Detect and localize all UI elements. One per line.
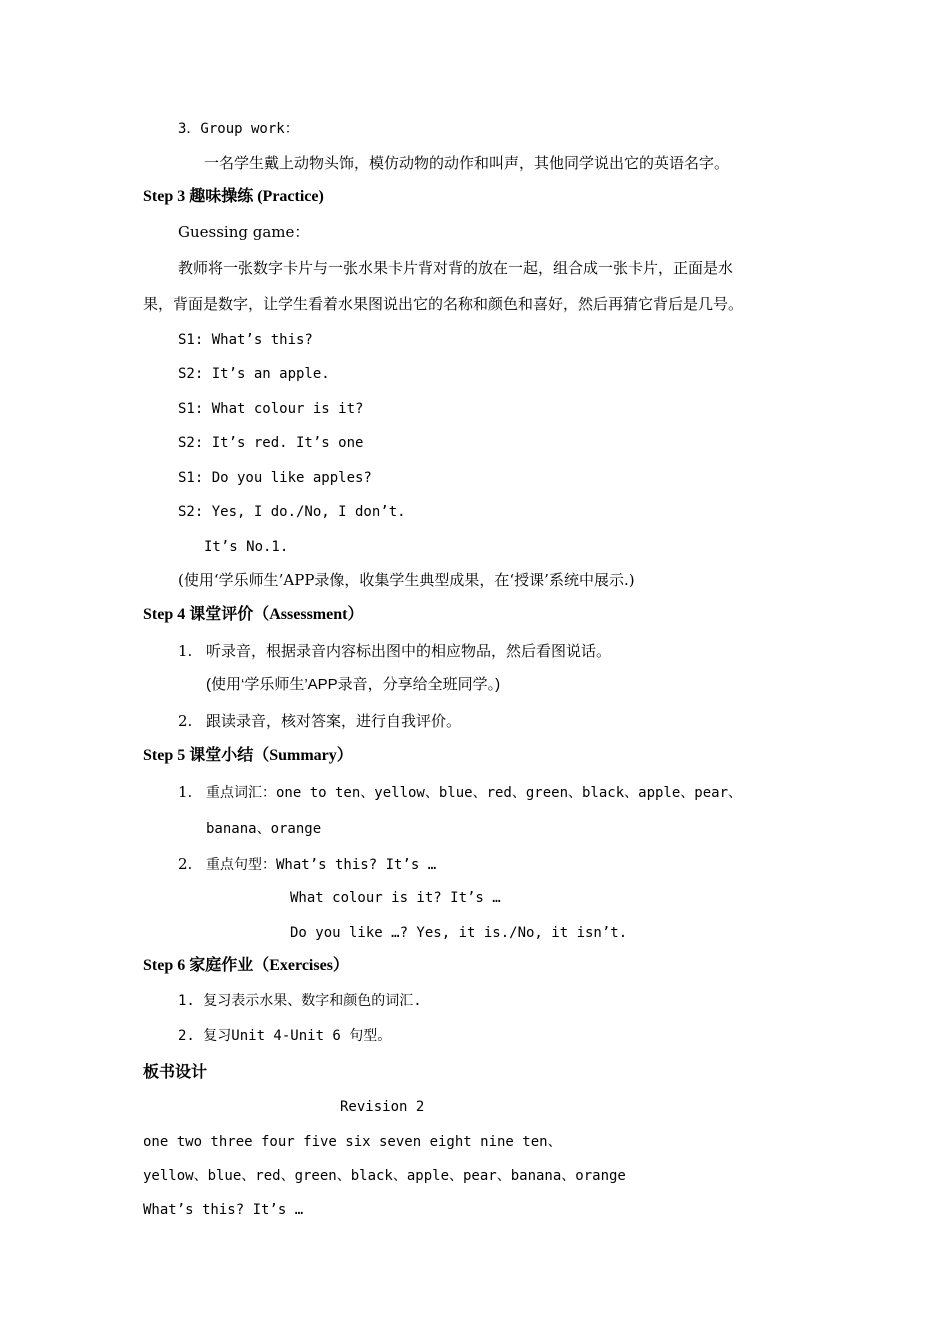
dialogue-line: S1: What colour is it?: [178, 401, 364, 417]
step6-heading: Step 6 家庭作业（Exercises）: [143, 957, 349, 974]
list-number: 2.: [178, 712, 193, 730]
list-text: 听录音，根据录音内容标出图中的相应物品，然后看图说话。: [206, 642, 612, 660]
step5-item-2: [178, 854, 436, 875]
board-sentence: What’s this? It’s …: [143, 1202, 304, 1218]
list-number: 1.: [178, 642, 193, 660]
dialogue-line: S2: It’s red. It’s one: [178, 435, 364, 451]
guessing-game-title: Guessing game：: [178, 223, 310, 241]
step5-heading: Step 5 课堂小结（Summary）: [143, 747, 353, 764]
dialogue-line: S1: Do you like apples?: [178, 470, 372, 486]
step3-description-line2: 果，背面是数字，让学生看着水果图说出它的名称和颜色和喜好，然后再猜它背后是几号。: [143, 295, 744, 313]
step3-heading: Step 3 趣味操练 (Practice): [143, 188, 324, 205]
key-sentence: 重点句型：What’s this? It’s …: [206, 857, 437, 873]
list-text: 跟读录音，核对答案，进行自我评价。: [206, 712, 462, 730]
homework-item: 2. 复习Unit 4-Unit 6 句型。: [178, 1028, 392, 1044]
dialogue-line: S2: Yes, I do./No, I don’t.: [178, 504, 406, 520]
key-sentence: Do you like …? Yes, it is./No, it isn’t.: [290, 925, 628, 941]
key-vocabulary-cont: banana、orange: [206, 821, 322, 837]
group-work-text: 一名学生戴上动物头饰，模仿动物的动作和叫声，其他同学说出它的英语名字。: [204, 154, 730, 172]
step4-item-1: [178, 641, 611, 661]
board-heading: 板书设计: [143, 1064, 208, 1081]
step4-item-2: [178, 711, 461, 731]
board-title: Revision 2: [340, 1099, 425, 1115]
step5-item-1: [178, 782, 742, 803]
key-sentence: What colour is it? It’s …: [290, 890, 501, 906]
board-vocabulary: yellow、blue、red、green、black、apple、pear、banana、orange: [143, 1168, 626, 1184]
dialogue-line: S2: It’s an apple.: [178, 366, 330, 382]
key-vocabulary: 重点词汇：one to ten、yellow、blue、red、green、black、apple、pear、: [206, 785, 743, 801]
step3-note: (使用‘学乐师生’APP录像，收集学生典型成果，在‘授课’系统中展示.): [178, 571, 635, 589]
group-work-label: 3．Group work：: [178, 121, 299, 137]
board-numbers: one two three four five six seven eight nine ten、: [143, 1134, 562, 1150]
step3-description-line1: 教师将一张数字卡片与一张水果卡片背对背的放在一起，组合成一张卡片，正面是水: [178, 259, 734, 277]
list-number: 2.: [178, 855, 193, 873]
step4-note: (使用‘学乐师生’APP录音，分享给全班同学。): [206, 676, 501, 693]
list-number: 1.: [178, 783, 193, 801]
dialogue-line: S1: What’s this?: [178, 332, 313, 348]
dialogue-answer: It’s No.1.: [204, 539, 289, 555]
step4-heading: Step 4 课堂评价（Assessment）: [143, 606, 364, 623]
homework-item: 1. 复习表示水果、数字和颜色的词汇.: [178, 993, 422, 1009]
